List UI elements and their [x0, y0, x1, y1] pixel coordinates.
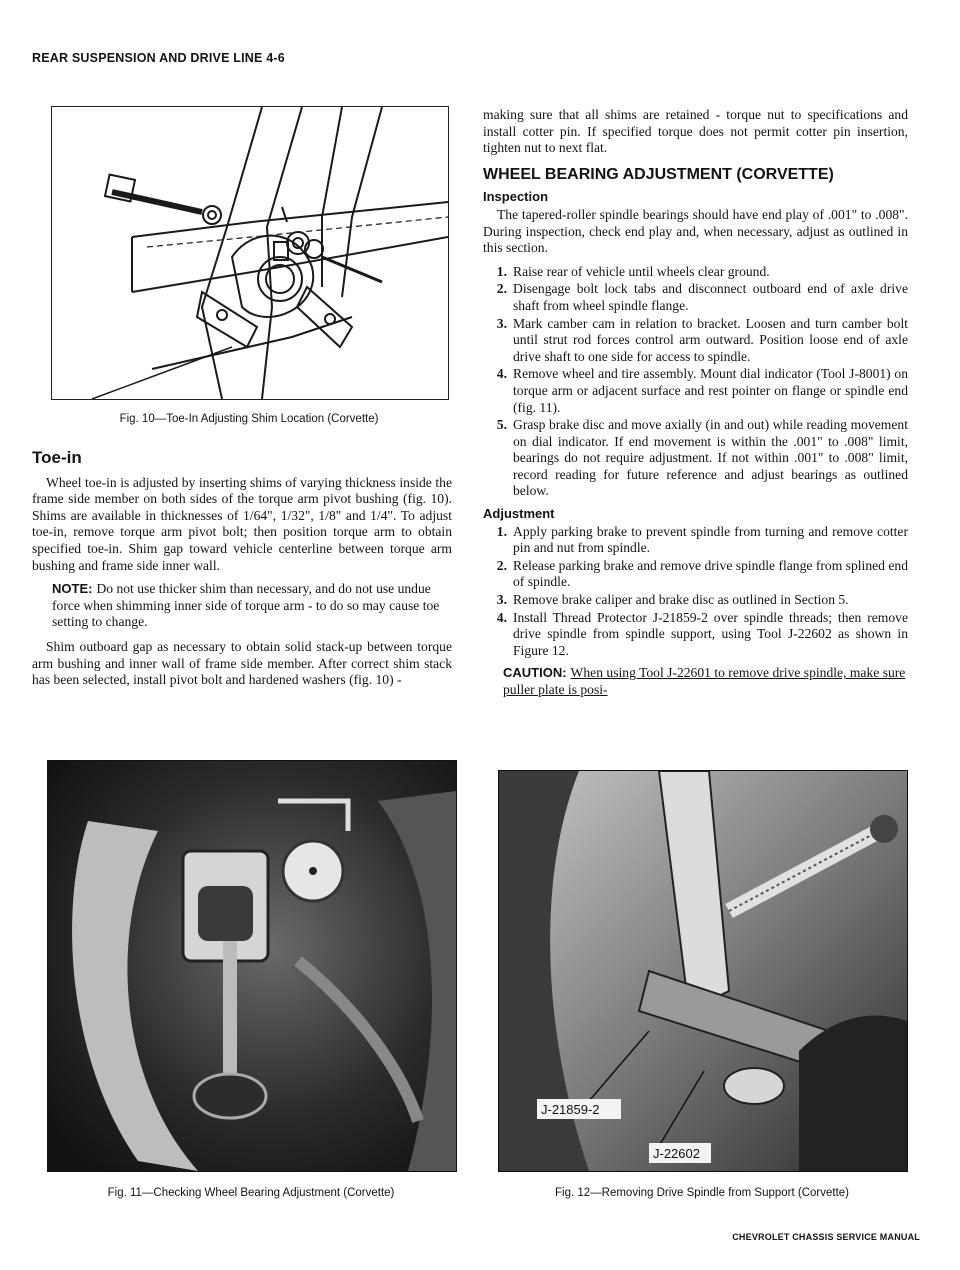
left-column: [32, 450, 452, 696]
list-item: 5. Grasp brake disc and move axially (in and out) while reading movement on dial indicator. If end movement is within the .001" to .008" limit, bearings do not require adjustment. If not within .001" to .008" limit, record reading for future reference and adjust bearings as outlined below.: [496, 417, 908, 499]
toe-in-heading: Toe-in: [32, 448, 82, 467]
inspection-intro: The tapered-roller spindle bearings should have end play of .001" to .008". During inspection, check end play and, when necessary, adjust as outlined in this section.: [483, 206, 908, 256]
footer-manual-title: CHEVROLET CHASSIS SERVICE MANUAL: [732, 1232, 920, 1242]
figure-10-drawing: [51, 106, 449, 400]
toe-in-paragraph-1: Wheel toe-in is adjusted by inserting shims of varying thickness inside the frame side member on both sides of the torque arm pivot bushing (fig. 10). Shims are available in thicknesses of 1/64", 1/32", 1/8" and 1/4". To adjust toe-in, remove torque arm pivot bolt; then position torque arm to obtain specified toe-in. Shim gap toward vehicle centerline between torque arm bushing and frame side inner wall.: [32, 474, 452, 573]
list-item: 1. Raise rear of vehicle until wheels clear ground.: [496, 263, 770, 279]
adjustment-heading: Adjustment: [483, 506, 555, 522]
note-label: NOTE:: [52, 581, 93, 597]
caution-text: When using Tool J-22601 to remove drive spindle, make sure puller plate is posi-: [503, 665, 906, 697]
list-item: 4. Remove wheel and tire assembly. Mount dial indicator (Tool J-8001) on torque arm or adjacent surface and rest pointer on flange or spindle end (fig. 11).: [496, 366, 908, 415]
list-item: 3. Remove brake caliper and brake disc as outlined in Section 5.: [496, 592, 849, 608]
toe-in-paragraph-2: Shim outboard gap as necessary to obtain solid stack-up between torque arm bushing and inner wall of frame side member. After correct shim stack has been selected, install pivot bolt and hardened washers (fig. 10) -: [32, 638, 452, 688]
list-item: 4. Install Thread Protector J-21859-2 over spindle threads; then remove drive spindle from spindle support, using Tool J-22602 as shown in Figure 12.: [496, 609, 908, 658]
figure-11-photo: [47, 760, 457, 1172]
list-item: 2. Release parking brake and remove drive spindle flange from splined end of spindle.: [496, 557, 908, 590]
continuation-paragraph: making sure that all shims are retained - torque nut to specifications and install cotter pin. If specified torque does not permit cotter pin insertion, tighten nut to next flat.: [483, 107, 908, 156]
wheel-bearing-heading: WHEEL BEARING ADJUSTMENT (CORVETTE): [483, 165, 834, 183]
figure-12-photo: [498, 770, 908, 1172]
right-column: [483, 107, 908, 699]
callout-j-22602: J-22602: [653, 1146, 700, 1161]
list-item: 2. Disengage bolt lock tabs and disconnect outboard end of axle drive shaft from wheel spindle flange.: [496, 281, 908, 313]
toe-in-shim-illustration: [52, 107, 448, 399]
adjustment-steps: [483, 524, 908, 660]
figure-12-caption: Fig. 12—Removing Drive Spindle from Support (Corvette): [554, 1187, 849, 1199]
list-item: 3. Mark camber cam in relation to bracket. Loosen and turn camber bolt until strut rod forces control arm outward. Position loose end of axle drive shaft to one side for access to spindle.: [496, 315, 908, 364]
figure-10-caption: Fig. 10—Toe-In Adjusting Shim Location (Corvette): [119, 413, 379, 425]
running-head: REAR SUSPENSION AND DRIVE LINE 4-6: [32, 51, 285, 65]
callout-j-21859-2: J-21859-2: [541, 1102, 600, 1117]
dial-indicator-photo: [48, 761, 456, 1171]
note-text: Do not use thicker shim than necessary, and do not use undue force when shimming inner side of torque arm - to do so may cause toe setting to change.: [52, 581, 440, 630]
figure-11-caption: Fig. 11—Checking Wheel Bearing Adjustment (Corvette): [107, 1187, 395, 1199]
inspection-heading: Inspection: [483, 189, 549, 205]
inspection-steps: [483, 264, 908, 500]
list-item: 1. Apply parking brake to prevent spindle from turning and remove cotter pin and nut from spindle.: [496, 523, 908, 556]
note-block: [52, 581, 452, 631]
caution-label: CAUTION:: [503, 665, 567, 681]
spindle-removal-photo: [499, 771, 907, 1171]
caution-block: [503, 665, 908, 698]
